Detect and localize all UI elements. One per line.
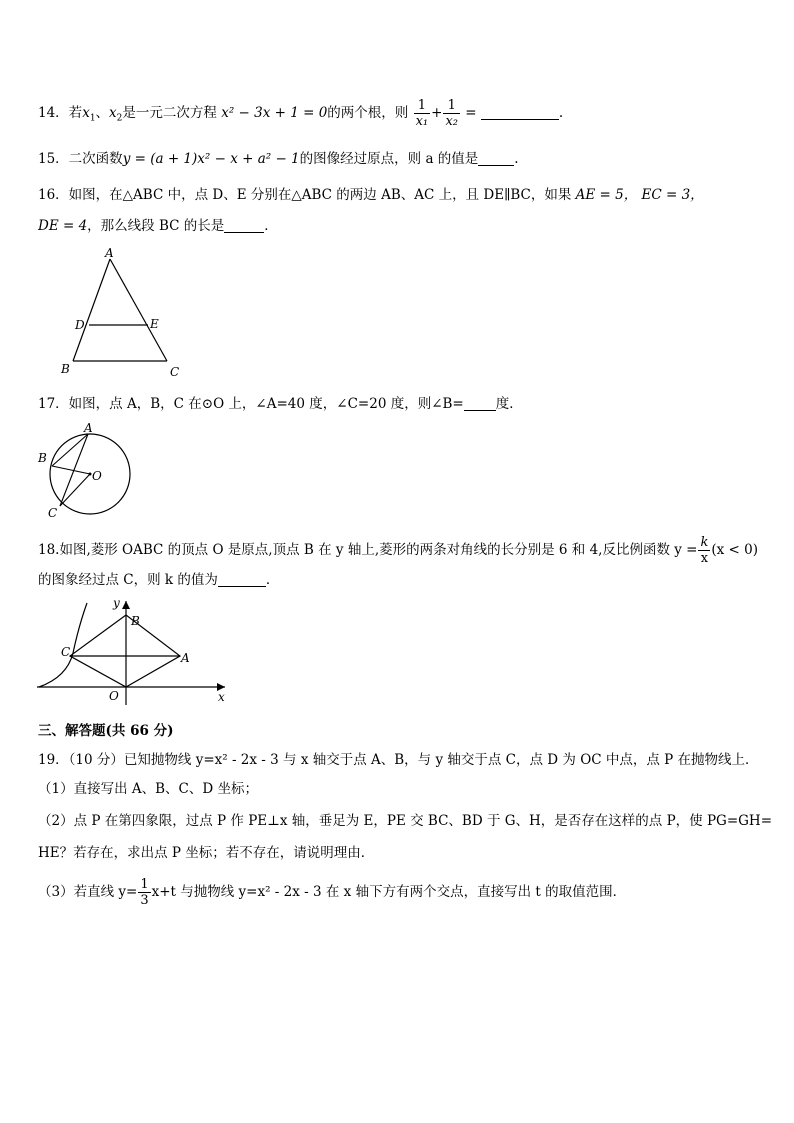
circle-figure	[35, 420, 135, 520]
label-a: A	[105, 246, 114, 260]
question-16-line-2: DE = 4，那么线段 BC 的长是 ．	[38, 218, 278, 234]
question-18-line-2: 的图象经过点 C，则 k 的值为 ．	[38, 572, 280, 588]
section-heading: 三、解答题(共 66 分)	[38, 723, 174, 739]
side-ab	[73, 259, 110, 361]
question-19-part-2-line-2: HE？若存在，求出点 P 坐标；若不存在，请说明理由．	[38, 845, 375, 861]
label-e: E	[150, 317, 159, 331]
answer-blank[interactable]	[224, 218, 264, 233]
question-14: 14．若$x_1$、$x_2$是一元二次方程 x² − 3x + 1 = 0的两个根，则 $\frac{1}{\text{x₁}}$ + $\frac{1}{\text{x₂}}$ = .	[38, 98, 564, 129]
question-19-part-3: （3）若直线 y= $\frac{1}{3}$ x+t 与抛物线 y=x² - 2x - 3 在 x 轴下方有两个交点，直接写出 t 的取值范围．	[38, 877, 627, 908]
fraction-1-over-x1: $\frac{1}{\text{x₁}}$	[415, 98, 429, 129]
equation: x² − 3x + 1 = 0	[221, 105, 328, 121]
question-16-line-1: 16．如图，在△ABC 中，点 D、E 分别在△ABC 的两边 AB、AC 上，且 DE∥BC，如果 AE = 5， EC = 3，	[38, 187, 704, 203]
side-ac	[110, 259, 167, 361]
question-19-intro: 19．（10 分）已知抛物线 y=x² - 2x - 3 与 x 轴交于点 A、B，与 y 轴交于点 C，点 D 为 OC 中点，点 P 在抛物线上．	[38, 752, 759, 768]
rhombus-oabc	[70, 615, 180, 687]
segment-bo	[52, 466, 90, 474]
label-b: B	[38, 451, 47, 465]
question-15: 15．二次函数y = (a + 1)x² − x + a² − 1的图像经过原点，则 a 的值是 .	[38, 151, 519, 167]
label-c: C	[48, 506, 58, 520]
chord-ac	[60, 434, 88, 506]
fraction-k-over-x: $\frac{k}{x}$	[700, 535, 709, 566]
label-x: x	[218, 690, 225, 704]
question-17: 17．如图，点 A，B，C 在⊙O 上，∠A=40 度，∠C=20 度，则∠B= 度．	[38, 396, 523, 412]
function-expression: y = (a + 1)x² − x + a² − 1	[122, 151, 300, 167]
answer-blank[interactable]	[464, 396, 496, 411]
question-18-line-1: 18.如图,菱形 OABC 的顶点 O 是原点,顶点 B 在 y 轴上,菱形的两条对角线的长分别是 6 和 4,反比例函数 y = $\frac{k}{x}$ (x < 0)	[38, 535, 758, 566]
label-a: A	[84, 421, 93, 435]
rhombus-figure	[35, 595, 235, 710]
label-a: A	[181, 651, 190, 665]
label-y: y	[113, 596, 120, 610]
answer-blank[interactable]	[481, 105, 559, 120]
question-19-part-2-line-1: （2）点 P 在第四象限，过点 P 作 PE⊥x 轴，垂足为 E，PE 交 BC、BD 于 G、H，是否存在这样的点 P，使 PG=GH=	[38, 813, 773, 829]
segment-oc	[60, 474, 90, 506]
label-o: O	[109, 689, 119, 703]
fraction-1-over-x2: $\frac{1}{\text{x₂}}$	[445, 98, 458, 129]
label-d: D	[75, 318, 85, 332]
label-b: B	[131, 614, 140, 628]
triangle-figure	[55, 245, 195, 380]
label-b: B	[61, 362, 70, 376]
label-c: C	[170, 365, 180, 379]
question-19-part-1: （1）直接写出 A、B、C、D 坐标；	[38, 781, 258, 797]
fraction-one-third: $\frac{1}{3}$	[140, 877, 149, 908]
answer-blank[interactable]	[478, 151, 514, 166]
answer-blank[interactable]	[218, 572, 266, 587]
label-c: C	[61, 645, 71, 659]
label-o: O	[92, 469, 102, 483]
y-axis-arrow	[122, 601, 130, 609]
